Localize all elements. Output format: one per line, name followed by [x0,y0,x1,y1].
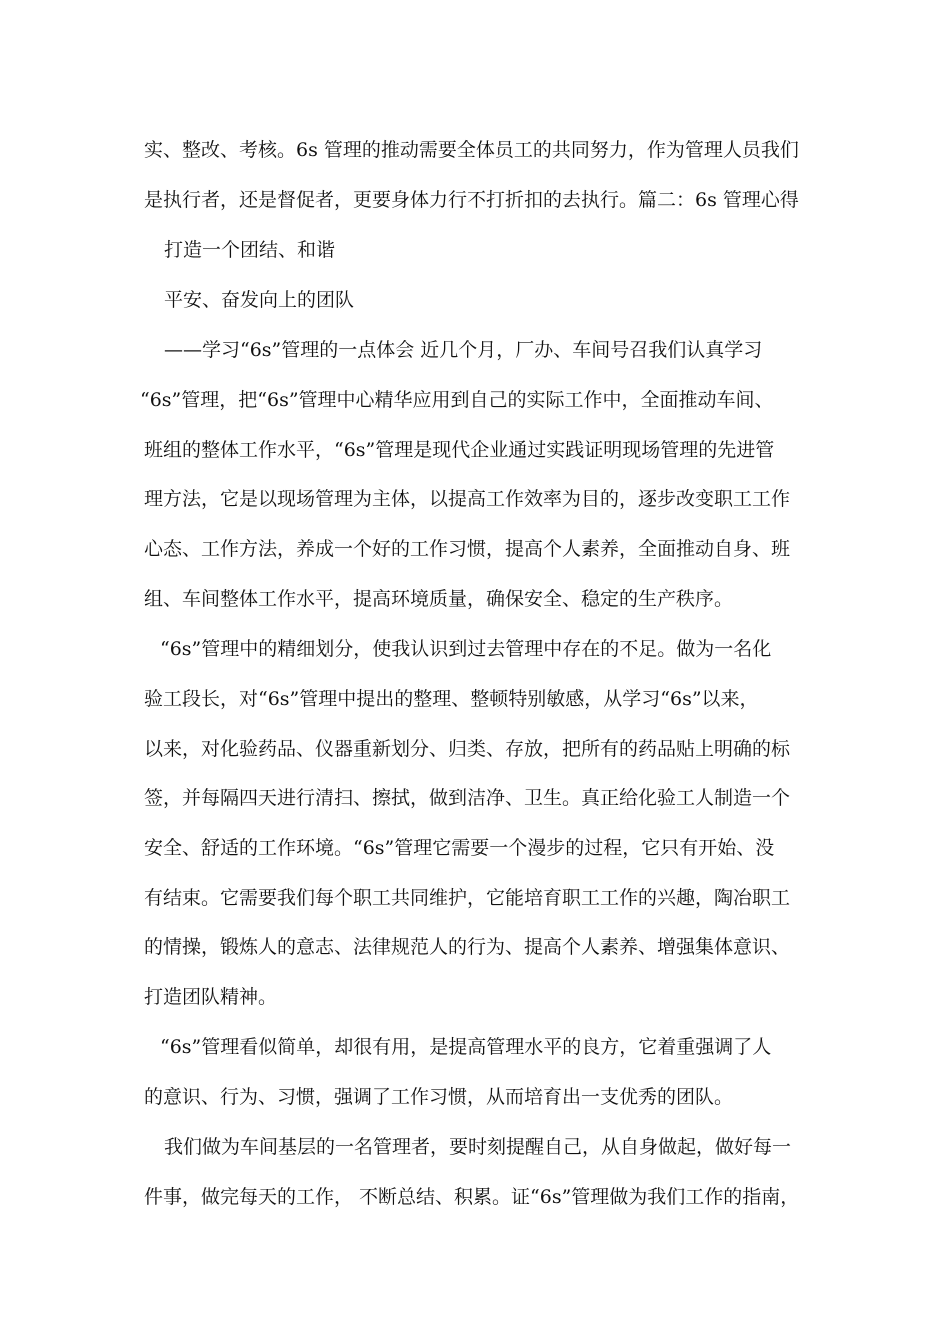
text-line: 心态、工作方法，养成一个好的工作习惯，提高个人素养，全面推动自身、班 [144,538,791,560]
text-line: 签，并每隔四天进行清扫、擦拭，做到洁净、卫生。真正给化验工人制造一个 [144,787,791,809]
text-line: 件事，做完每天的工作， 不断总结、积累。证“6s”管理做为我们工作的指南， [144,1186,800,1208]
text-line: 组、车间整体工作水平，提高环境质量，确保安全、稳定的生产秩序。 [144,588,734,610]
text-line: 验工段长，对“6s”管理中提出的整理、整顿特别敏感，从学习“6s”以来， [144,688,759,710]
text-line: 理方法，它是以现场管理为主体，以提高工作效率为目的，逐步改变职工工作 [144,488,791,510]
text-line: 有结束。它需要我们每个职工共同维护，它能培育职工工作的兴趣，陶冶职工 [144,887,791,909]
text-line: “6s”管理看似简单，却很有用，是提高管理水平的良方，它着重强调了人 [160,1036,772,1058]
text-line: 的意识、行为、习惯，强调了工作习惯，从而培育出一支优秀的团队。 [144,1086,734,1108]
text-line: 实、整改、考核。6s 管理的推动需要全体员工的共同努力，作为管理人员我们 [144,139,799,161]
text-line: 的情操，锻炼人的意志、法律规范人的行为、提高个人素养、增强集体意识、 [144,936,791,958]
text-line: 班组的整体工作水平，“6s”管理是现代企业通过实践证明现场管理的先进管 [144,439,775,461]
text-line: 打造一个团结、和谐 [164,239,336,261]
text-line: “6s”管理中的精细划分，使我认识到过去管理中存在的不足。做为一名化 [160,638,772,660]
text-line: 我们做为车间基层的一名管理者，要时刻提醒自己，从自身做起，做好每一 [164,1136,792,1158]
text-line: 平安、奋发向上的团队 [164,289,355,311]
text-line: 以来，对化验药品、仪器重新划分、归类、存放，把所有的药品贴上明确的标 [144,738,791,760]
text-line: 打造团队精神。 [144,986,278,1008]
text-line: ——学习“6s”管理的一点体会 近几个月，厂办、车间号召我们认真学习 [164,339,763,361]
text-line: “6s”管理，把“6s”管理中心精华应用到自己的实际工作中，全面推动车间、 [140,389,774,411]
text-line: 是执行者，还是督促者，更要身体力行不打折扣的去执行。篇二：6s 管理心得 [144,189,799,211]
text-line: 安全、舒适的工作环境。“6s”管理它需要一个漫步的过程，它只有开始、没 [144,837,775,859]
